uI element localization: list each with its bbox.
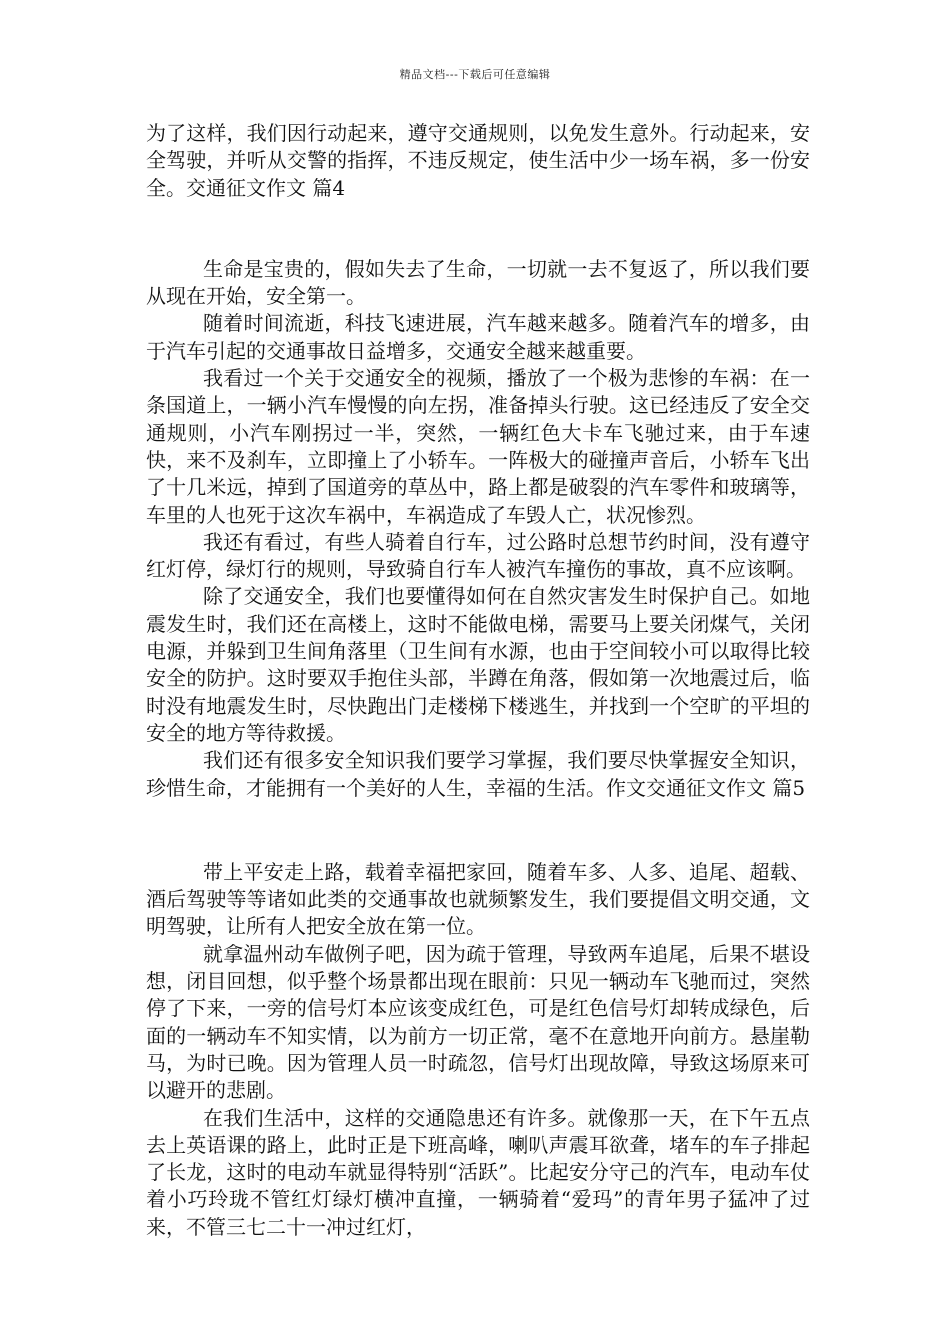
- paragraph: 就拿温州动车做例子吧，因为疏于管理，导致两车追尾，后果不堪设想，闭目回想，似乎整个场景都出现在眼前：只见一辆动车飞驰而过，突然停了下来，一旁的信号灯本应该变成红色，可是红色信号灯却转成绿色，后面的一辆动车不知实情，以为前方一切正常，毫不在意地开向前方。悬崖勒马，为时已晚。因为管理人员一时疏忽，信号灯出现故障，导致这场原来可以避开的悲剧。: [146, 941, 810, 1103]
- paragraph-gap: [146, 202, 810, 256]
- paragraph-gap: [146, 802, 810, 859]
- paragraph: 带上平安走上路，载着幸福把家回，随着车多、人多、追尾、超载、酒后驾驶等等诸如此类的交通事故也就频繁发生，我们要提倡文明交通，文明驾驶，让所有人把安全放在第一位。: [146, 859, 810, 939]
- paragraph: 我还有看过，有些人骑着自行车，过公路时总想节约时间，没有遵守红灯停，绿灯行的规则，导致骑自行车人被汽车撞伤的事故，真不应该啊。: [146, 529, 810, 582]
- paragraph: 为了这样，我们因行动起来，遵守交通规则，以免发生意外。行动起来，安全驾驶，并听从交警的指挥，不违反规定，使生活中少一场车祸，多一份安全。交通征文作文 篇4: [146, 121, 810, 200]
- paragraph: 随着时间流逝，科技飞速进展，汽车越来越多。随着汽车的增多，由于汽车引起的交通事故日益增多，交通安全越来越重要。: [146, 311, 810, 363]
- paragraph: 除了交通安全，我们也要懂得如何在自然灾害发生时保护自己。如地震发生时，我们还在高楼上，这时不能做电梯，需要马上要关闭煤气，关闭电源，并躲到卫生间角落里（卫生间有水源，也由于空间较小可以取得比较安全的防护。这时要双手抱住头部，半蹲在角落，假如第一次地震过后，临时没有地震发生时，尽快跑出门走楼梯下楼逃生，并找到一个空旷的平坦的安全的地方等待救援。: [146, 584, 810, 745]
- paragraph: 生命是宝贵的，假如失去了生命，一切就一去不复返了，所以我们要从现在开始，安全第一。: [146, 256, 810, 309]
- page-header-note: 精品文档---下载后可任意编辑: [399, 68, 551, 81]
- paragraph: 我们还有很多安全知识我们要学习掌握，我们要尽快掌握安全知识，珍惜生命，才能拥有一个美好的人生，幸福的生活。作文交通征文作文 篇5: [146, 748, 810, 800]
- document-body: [146, 120, 810, 1241]
- paragraph: 我看过一个关于交通安全的视频，播放了一个极为悲惨的车祸：在一条国道上，一辆小汽车慢慢的向左拐，准备掉头行驶。这已经违反了安全交通规则，小汽车刚拐过一半，突然，一辆红色大卡车飞驰过来，由于车速快，来不及刹车，立即撞上了小轿车。一阵极大的碰撞声音后，小轿车飞出了十几米远，掉到了国道旁的草丛中，路上都是破裂的汽车零件和玻璃等，车里的人也死于这次车祸中，车祸造成了车毁人亡，状况惨烈。: [146, 366, 810, 527]
- paragraph: 在我们生活中，这样的交通隐患还有许多。就像那一天，在下午五点去上英语课的路上，此时正是下班高峰，喇叭声震耳欲聋，堵车的车子排起了长龙，这时的电动车就显得特别“活跃”。比起安分守己的汽车，电动车仗着小巧玲珑不管红灯绿灯横冲直撞，一辆骑着“爱玛”的青年男子猛冲了过来，不管三七二十一冲过红灯，: [146, 1105, 810, 1239]
